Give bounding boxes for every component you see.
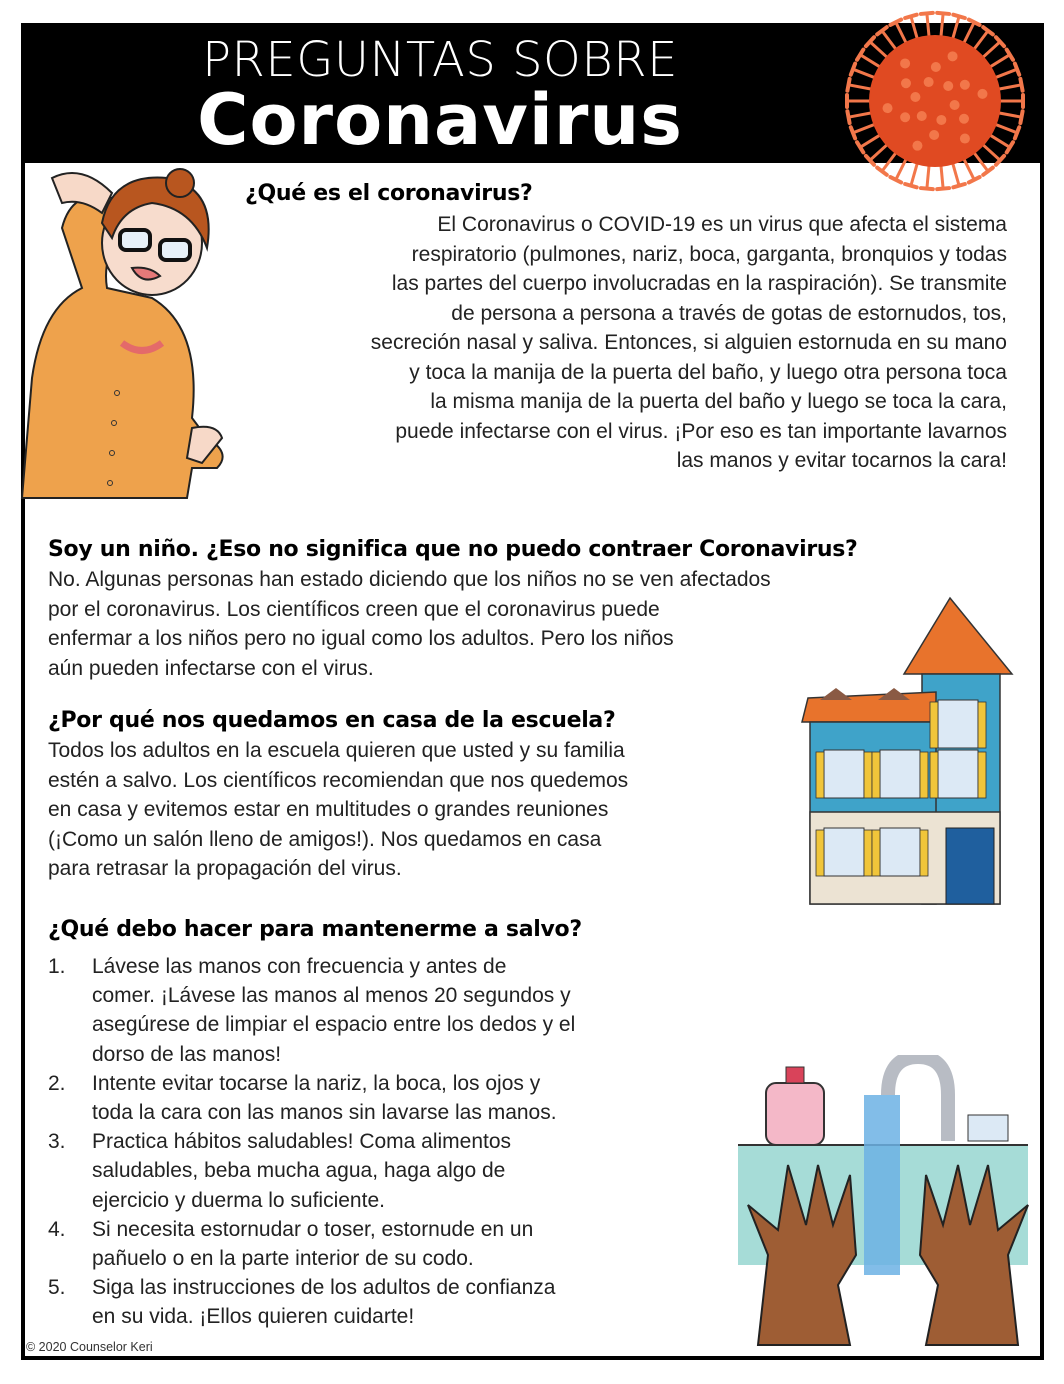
virus-spike-cap: [890, 20, 901, 25]
virus-dot: [883, 103, 893, 113]
virus-dot: [917, 111, 927, 121]
text-line: secreción nasal y saliva. Entonces, si alguien estornuda en su mano: [370, 331, 1007, 354]
list-item-number: 2.: [48, 1071, 66, 1095]
text-line: Todos los adultos en la escuela quieren que usted y su familia: [48, 739, 625, 762]
virus-dot: [943, 81, 953, 91]
virus-dot: [901, 78, 911, 88]
text-line: Intente evitar tocarse la nariz, la boca, los ojos y: [92, 1071, 541, 1095]
virus-dot: [948, 51, 958, 61]
list-item: [48, 952, 748, 1069]
confused-teacher-illustration: [2, 168, 232, 513]
section-body-que-es: [207, 210, 1007, 476]
text-line: saludables, beba mucha agua, haga algo de: [92, 1159, 506, 1183]
section-body-por-que-en-casa: [48, 736, 628, 884]
virus-dot: [950, 100, 960, 110]
text-line: asegúrese de limpiar el espacio entre los dedos y el: [92, 1013, 576, 1037]
text-line: en casa y evitemos estar en multitudes o grandes reuniones: [48, 798, 609, 821]
virus-spike-cap: [969, 177, 980, 182]
handwashing-sink-illustration: [738, 1055, 1038, 1355]
text-line: y toca la manija de la puerta del baño, y luego otra persona toca: [409, 360, 1007, 384]
section-heading-que-es: ¿Qué es el coronavirus?: [245, 181, 533, 206]
section-body-soy-un-nino: [48, 565, 771, 683]
text-line: puede infectarse con el virus. ¡Por eso es tan importante lavarnos: [395, 419, 1007, 443]
virus-dot: [912, 141, 922, 151]
virus-spike-cap: [953, 15, 965, 18]
text-line: las manos y evitar tocarnos la cara!: [676, 449, 1007, 472]
virus-spike-cap: [1015, 127, 1019, 138]
virus-dot: [959, 114, 969, 124]
text-line: para retrasar la propagación del virus.: [48, 857, 402, 880]
virus-spike-cap: [1007, 142, 1013, 152]
virus-spike-cap: [921, 13, 933, 14]
virus-spike-cap: [847, 79, 849, 91]
text-line: por el coronavirus. Los científicos creen que el coronavirus puede: [48, 597, 660, 621]
virus-spike-cap: [847, 111, 849, 123]
virus-dot: [900, 112, 910, 122]
virus-spike-cap: [890, 177, 901, 182]
virus-dot: [936, 115, 946, 125]
text-line: toda la cara con las manos sin lavarse las manos.: [92, 1101, 557, 1125]
virus-dot: [977, 89, 987, 99]
virus-dot: [960, 134, 970, 144]
coronavirus-icon: [835, 6, 1035, 196]
text-line: Practica hábitos saludables! Coma alimentos: [92, 1130, 512, 1154]
virus-spike-cap: [969, 20, 980, 25]
section-heading-por-que-en-casa: ¿Por qué nos quedamos en casa de la escuela?: [48, 708, 616, 733]
text-line: ejercicio y duerma lo suficiente.: [92, 1188, 385, 1212]
list-item-number: 1.: [48, 955, 66, 978]
virus-spike-cap: [1015, 64, 1019, 75]
list-item: [48, 1069, 748, 1127]
virus-spike-cap: [857, 142, 863, 152]
text-line: de persona a persona a través de gotas de estornudos, tos,: [451, 301, 1007, 325]
text-line: comer. ¡Lávese las manos al menos 20 segundos y: [92, 984, 571, 1008]
section-heading-soy-un-nino: Soy un niño. ¿Eso no significa que no puedo contraer Coronavirus?: [48, 537, 858, 562]
text-line: respiratorio (pulmones, nariz, boca, garganta, bronquios y todas: [411, 242, 1007, 266]
text-line: El Coronavirus o COVID-19 es un virus que afecta el sistema: [437, 213, 1007, 236]
text-line: Si necesita estornudar o toser, estornude en un: [92, 1217, 534, 1241]
virus-spike-cap: [1007, 50, 1013, 60]
text-line: aún pueden infectarse con el virus.: [48, 656, 374, 680]
copyright-notice: © 2020 Counselor Keri: [26, 1340, 153, 1354]
virus-dot: [929, 130, 939, 140]
virus-dot: [960, 80, 970, 90]
title-top: PREGUNTAS SOBRE: [202, 32, 678, 88]
text-line: Siga las instrucciones de los adultos de confianza: [92, 1276, 556, 1300]
list-item: [48, 1127, 748, 1215]
list-item: [48, 1215, 748, 1273]
text-line: la misma manija de la puerta del baño y luego se toca la cara,: [430, 390, 1007, 413]
text-line: Lávese las manos con frecuencia y antes de: [92, 955, 507, 978]
section-heading-que-debo-hacer: ¿Qué debo hacer para mantenerme a salvo?: [48, 917, 582, 942]
virus-spike-cap: [921, 188, 933, 189]
text-line: dorso de las manos!: [92, 1042, 282, 1066]
school-house-illustration: [796, 590, 1032, 910]
virus-spike-cap: [905, 184, 917, 187]
virus-spike-cap: [937, 188, 949, 189]
virus-dot: [910, 92, 920, 102]
safety-steps-list: [48, 952, 748, 1332]
virus-spike-cap: [851, 127, 855, 138]
text-line: enfermar a los niños pero no igual como los adultos. Pero los niños: [48, 627, 674, 650]
virus-spike-cap: [1020, 79, 1022, 91]
text-line: pañuelo o en la parte interior de su codo.: [92, 1247, 474, 1271]
title-main: Coronavirus: [197, 79, 683, 161]
virus-dot: [924, 77, 934, 87]
virus-spike-cap: [857, 50, 863, 60]
virus-spike-cap: [953, 184, 965, 187]
virus-dot: [931, 62, 941, 72]
virus-spike-cap: [1020, 111, 1022, 123]
virus-dot: [900, 58, 910, 68]
list-item: [48, 1273, 748, 1331]
virus-spike-cap: [851, 64, 855, 75]
list-item-number: 5.: [48, 1276, 66, 1300]
text-line: (¡Como un salón lleno de amigos!). Nos quedamos en casa: [48, 827, 602, 851]
text-line: las partes del cuerpo involucradas en la raspiración). Se transmite: [391, 272, 1007, 295]
virus-spike-cap: [937, 13, 949, 14]
virus-spike-cap: [905, 15, 917, 18]
text-line: en su vida. ¡Ellos quieren cuidarte!: [92, 1305, 415, 1329]
list-item-number: 3.: [48, 1130, 66, 1154]
list-item-number: 4.: [48, 1217, 66, 1241]
text-line: No. Algunas personas han estado diciendo que los niños no se ven afectados: [48, 568, 771, 591]
text-line: estén a salvo. Los científicos recomiendan que nos quedemos: [48, 768, 629, 792]
